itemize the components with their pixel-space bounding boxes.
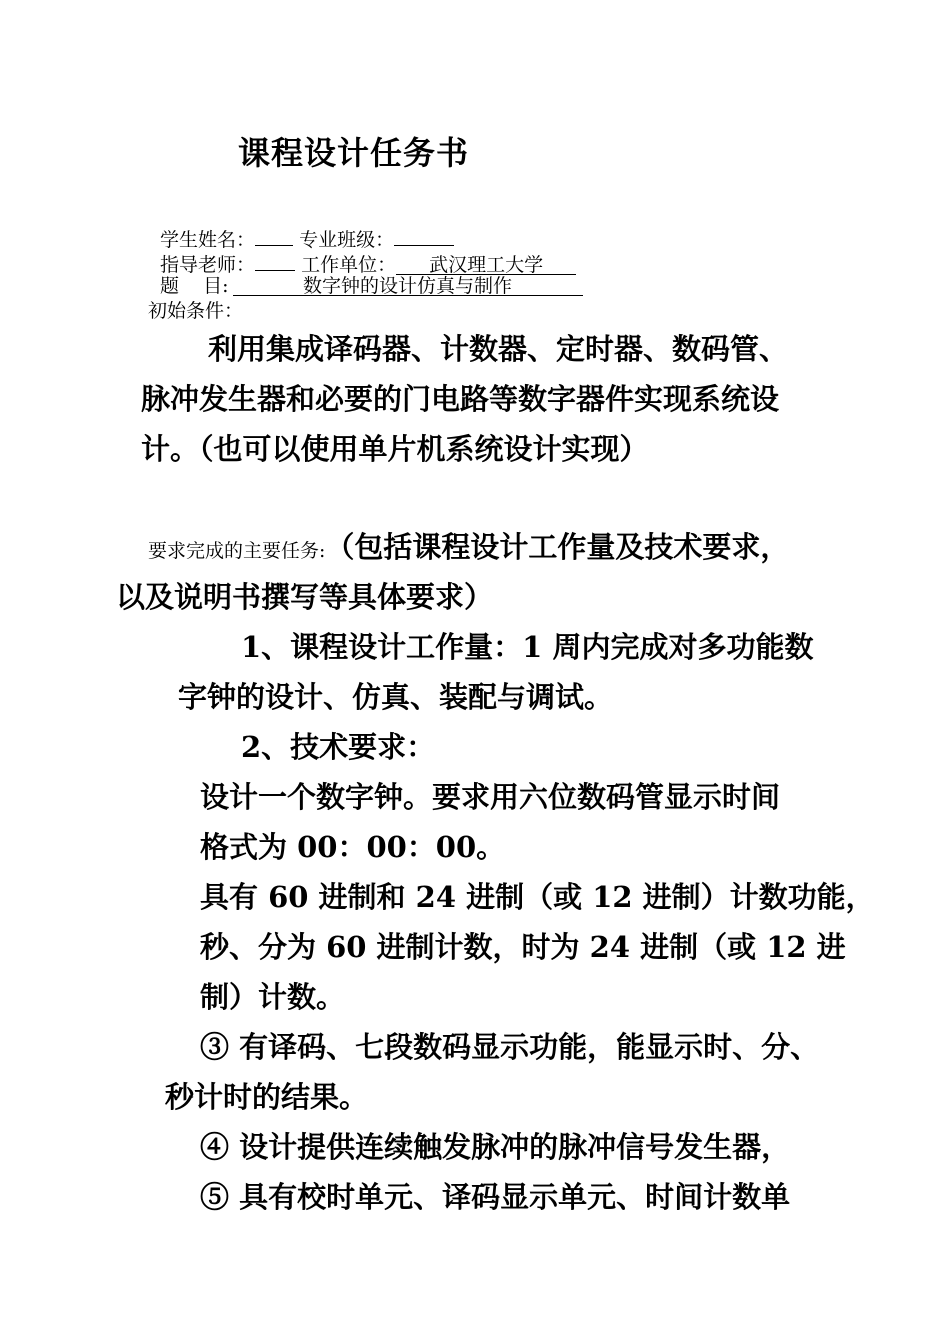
major-class-label: 专业班级： <box>299 229 395 251</box>
document-title: 课程设计任务书 <box>238 134 470 172</box>
requirement-1-line-2: 格式为 00：00：00。 <box>200 830 506 864</box>
tasks-label: 要求完成的主要任务: <box>148 540 326 562</box>
task-item-1-line-2: 字钟的设计、仿真、装配与调试。 <box>178 680 614 714</box>
conditions-line-3: 计。（也可以使用单片机系统设计实现） <box>141 432 649 466</box>
topic-row <box>160 274 583 298</box>
requirement-1-line-1: 设计一个数字钟。要求用六位数码管显示时间 <box>200 780 781 814</box>
work-unit-value: 武汉理工大学 <box>396 253 576 275</box>
advisor-info-row <box>160 249 576 277</box>
student-name-blank <box>255 224 293 246</box>
requirement-4-line-1: ④ 设计提供连续触发脉冲的脉冲信号发生器， <box>200 1130 791 1164</box>
student-info-row <box>160 224 454 252</box>
requirement-3-line-2: 秒计时的结果。 <box>165 1080 369 1114</box>
requirement-2-line-3: 制）计数。 <box>200 980 346 1014</box>
requirement-2-line-2: 秒、分为 60 进制计数，时为 24 进制（或 12 进 <box>200 930 846 964</box>
task-item-2-heading: 2、技术要求： <box>241 730 436 764</box>
requirement-5-line-1: ⑤ 具有校时单元、译码显示单元、时间计数单 <box>200 1180 791 1214</box>
tasks-intro-text: （包括课程设计工作量及技术要求， <box>325 530 790 564</box>
conditions-label: 初始条件： <box>148 300 244 322</box>
requirement-3-line-1: ③ 有译码、七段数码显示功能，能显示时、分、 <box>200 1030 820 1064</box>
topic-value: 数字钟的设计仿真与制作 <box>233 274 583 296</box>
work-unit-label: 工作单位： <box>301 254 397 276</box>
conditions-line-1: 利用集成译码器、计数器、定时器、数码管、 <box>208 332 789 366</box>
major-class-blank <box>394 224 454 246</box>
tasks-intro-line-2: 以及说明书撰写等具体要求） <box>116 580 494 614</box>
advisor-label: 指导老师： <box>160 254 256 276</box>
conditions-line-2: 脉冲发生器和必要的门电路等数字器件实现系统设 <box>141 382 780 416</box>
topic-label: 题 目: <box>160 275 229 297</box>
tasks-intro-line-1 <box>148 522 789 576</box>
student-name-label: 学生姓名： <box>160 229 256 251</box>
advisor-blank <box>255 249 295 271</box>
task-item-1-line-1: 1、课程设计工作量：1 周内完成对多功能数 <box>241 630 814 664</box>
requirement-2-line-1: 具有 60 进制和 24 进制（或 12 进制）计数功能， <box>200 880 875 914</box>
